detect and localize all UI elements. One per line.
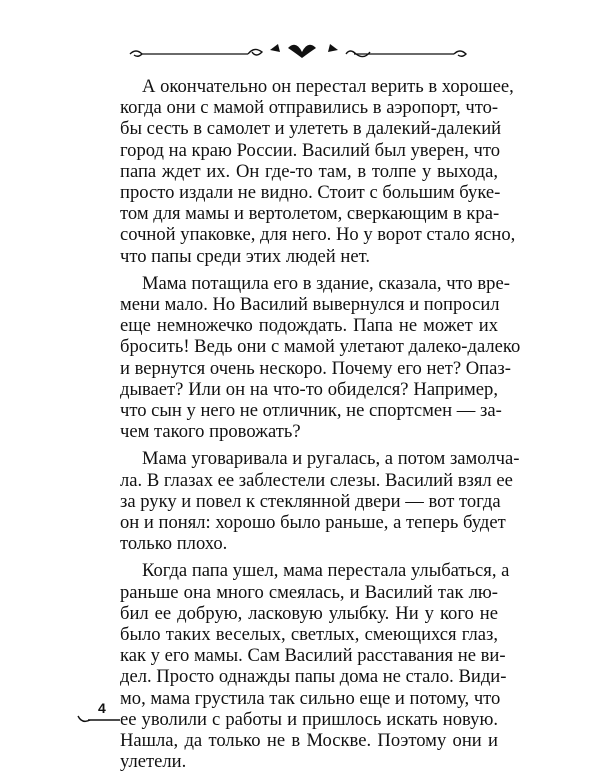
text-line: за руку и повел к стеклянной двери — вот тогда <box>120 490 501 512</box>
body-text <box>120 76 521 779</box>
header-ornament <box>128 40 468 64</box>
text-line: и вернутся очень нескоро. Почему его нет? Опаз- <box>120 357 511 379</box>
text-line: что папы среди этих людей нет. <box>120 245 370 267</box>
text-line: А окончательно он перестал верить в хорошее, <box>142 76 514 97</box>
footer-ornament <box>76 700 136 728</box>
text-line: том для мамы и вертолетом, сверкающим в кра- <box>120 203 500 225</box>
text-line: Мама уговаривала и ругалась, а потом замолча- <box>142 448 520 470</box>
text-line: дел. Просто однажды папы дома не стало. Види- <box>120 666 507 688</box>
text-line: Мама потащила его в здание, сказала, что вре- <box>142 272 510 294</box>
ornament-leaf-right <box>328 44 338 52</box>
text-line: ла. В глазах ее заблестели слезы. Василий взял ее <box>120 469 513 491</box>
text-line: как у его мамы. Сам Василий расставания не ви- <box>120 645 506 667</box>
text-line: он и понял: хорошо было раньше, а теперь будет <box>120 512 506 534</box>
text-line: мени мало. Но Василий вывернулся и попросил <box>120 294 500 316</box>
text-line: город на краю России. Василий был уверен, что <box>120 139 501 161</box>
ornament-center-bird <box>288 45 316 58</box>
text-line: дывает? Или он на что-то обиделся? Например, <box>120 378 498 400</box>
text-line: раньше она много смеялась, и Василий так лю- <box>120 581 498 603</box>
text-line: чем такого провожать? <box>120 421 301 443</box>
text-line: когда они с мамой отправились в аэропорт, что- <box>120 97 499 119</box>
paragraph-3 <box>120 448 520 555</box>
paragraph-2 <box>120 272 521 443</box>
paragraph-1 <box>120 76 516 267</box>
ornament-right-curl <box>454 51 466 56</box>
text-line: что сын у него не отличник, не спортсмен — за- <box>120 400 502 422</box>
text-line: сочной упаковке, для него. Но у ворот стало ясно, <box>120 224 516 246</box>
text-line: бил ее добрую, ласковую улыбку. Ни у кого не <box>120 602 498 624</box>
text-line: бросить! Ведь они с мамой улетают далеко-далеко <box>120 336 521 358</box>
ornament-leaf-left <box>270 44 280 52</box>
text-line: еще немножечко подождать. Папа не может их <box>120 315 498 337</box>
text-line: мо, мама грустила так сильно еще и потому, что <box>120 687 501 709</box>
text-line: бы сесть в самолет и улететь в далекий-далекий <box>120 118 502 140</box>
text-line: Нашла, да только не в Москве. Поэтому они и <box>120 730 498 752</box>
text-line: улетели. <box>120 751 187 773</box>
paragraph-4 <box>120 560 510 773</box>
text-line: было таких веселых, светлых, смеющихся глаз, <box>120 624 498 646</box>
text-line: Когда папа ушел, мама перестала улыбаться, а <box>142 560 510 582</box>
page-number: 4 <box>98 700 106 716</box>
text-line: только плохо. <box>120 533 228 555</box>
text-line: просто издали не видно. Стоит с большим буке- <box>120 182 501 204</box>
ornament-left-flourish <box>248 49 262 55</box>
text-line: ее уволили с работы и пришлось искать новую. <box>120 708 498 730</box>
ornament-left-curl <box>130 51 142 56</box>
text-line: папа ждет их. Он где-то там, в толпе у выхода, <box>120 160 498 182</box>
